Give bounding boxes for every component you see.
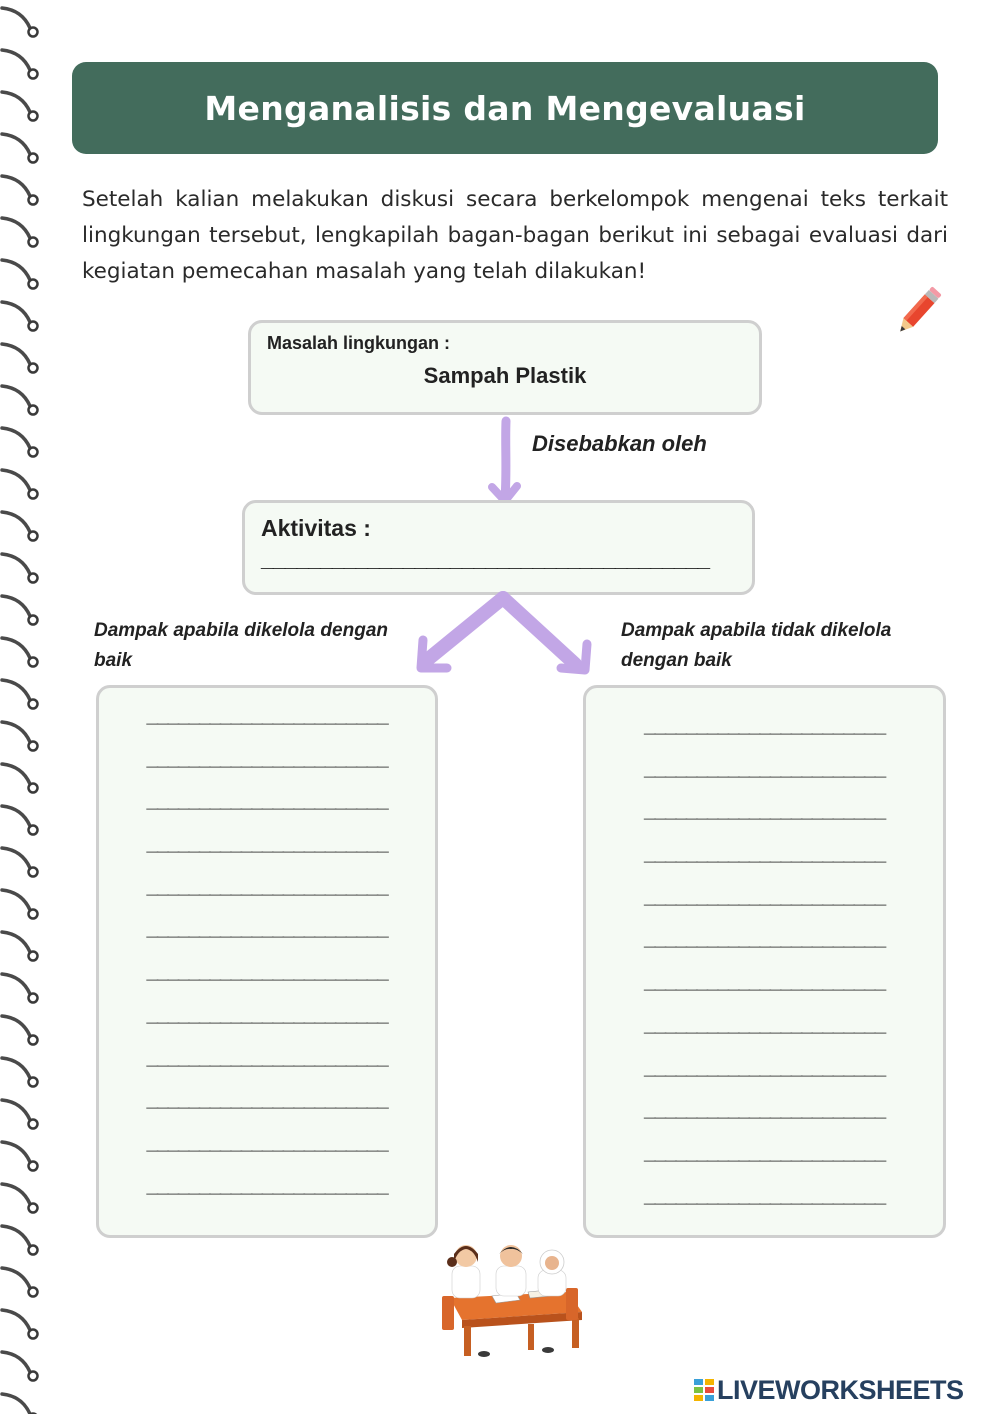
spiral-ring	[2, 1016, 30, 1036]
spiral-hole	[29, 826, 38, 835]
spiral-hole	[29, 448, 38, 457]
spiral-ring	[2, 8, 30, 28]
spiral-hole	[29, 742, 38, 751]
spiral-ring	[2, 932, 30, 952]
answer-line[interactable]: _______________________	[146, 1130, 388, 1154]
spiral-ring	[2, 218, 30, 238]
spiral-ring	[2, 764, 30, 784]
answer-line[interactable]: _______________________	[643, 842, 886, 866]
answer-line[interactable]: _______________________	[146, 1173, 388, 1197]
answer-line[interactable]: _______________________	[643, 970, 886, 994]
spiral-hole	[29, 154, 38, 163]
spiral-ring	[2, 1058, 30, 1078]
instruction-text: Setelah kalian melakukan diskusi secara berkelompok mengenai teks terkait lingkungan tersebut, lengkapilah bagan-bagan berikut ini sebagai evaluasi dari kegiatan pemecahan masalah yang telah dilakukan!	[82, 187, 948, 284]
arrow-down-icon	[480, 415, 530, 507]
problem-box	[248, 320, 762, 415]
spiral-hole	[29, 994, 38, 1003]
spiral-hole	[29, 406, 38, 415]
spiral-hole	[29, 574, 38, 583]
spiral-ring	[2, 848, 30, 868]
spiral-hole	[29, 868, 38, 877]
students-studying-illustration	[436, 1236, 586, 1360]
spiral-ring	[2, 638, 30, 658]
answer-line[interactable]: _______________________	[146, 917, 388, 941]
answer-line[interactable]: _______________________	[146, 1088, 388, 1112]
spiral-hole	[29, 1372, 38, 1381]
spiral-ring	[2, 428, 30, 448]
spiral-hole	[29, 112, 38, 121]
brand-name: LIVEWORKSHEETS	[717, 1374, 964, 1405]
spiral-ring	[2, 1268, 30, 1288]
spiral-hole	[29, 1288, 38, 1297]
impact-unmanaged-box	[583, 685, 946, 1238]
spiral-hole	[29, 1204, 38, 1213]
spiral-ring	[2, 1394, 30, 1414]
spiral-ring	[2, 1100, 30, 1120]
answer-line[interactable]: _______________________	[643, 714, 886, 737]
answer-line[interactable]: _______________________	[643, 756, 886, 780]
spiral-ring	[2, 176, 30, 196]
split-arrow-icon	[405, 588, 605, 680]
spiral-ring	[2, 1310, 30, 1330]
answer-line[interactable]: _______________________	[643, 1140, 886, 1164]
spiral-hole	[29, 70, 38, 79]
spiral-hole	[29, 280, 38, 289]
spiral-ring	[2, 92, 30, 112]
answer-line[interactable]: _______________________	[146, 789, 388, 813]
impact-managed-box	[96, 685, 438, 1238]
pencil-icon	[896, 280, 948, 336]
liveworksheets-logo-icon	[694, 1379, 714, 1401]
spiral-ring	[2, 554, 30, 574]
answer-line[interactable]: _______________________	[146, 960, 388, 984]
spiral-hole	[29, 322, 38, 331]
spiral-hole	[29, 28, 38, 37]
spiral-ring	[2, 1142, 30, 1162]
activity-box	[242, 500, 755, 595]
answer-line[interactable]: _______________________	[643, 927, 886, 951]
spiral-ring	[2, 470, 30, 490]
spiral-hole	[29, 910, 38, 919]
spiral-hole	[29, 238, 38, 247]
answer-line[interactable]: _______________________	[643, 1055, 886, 1079]
answer-line[interactable]: _______________________	[643, 1012, 886, 1036]
spiral-ring	[2, 1226, 30, 1246]
spiral-hole	[29, 490, 38, 499]
spiral-ring	[2, 386, 30, 406]
problem-label: Masalah lingkungan :	[267, 333, 451, 353]
spiral-hole	[29, 1162, 38, 1171]
answer-line[interactable]: _______________________	[643, 1098, 886, 1122]
spiral-ring	[2, 50, 30, 70]
spiral-hole	[29, 784, 38, 793]
spiral-ring	[2, 1352, 30, 1372]
impact-unmanaged-lines	[586, 705, 943, 1217]
answer-line[interactable]: _______________________	[146, 704, 388, 727]
spiral-ring	[2, 680, 30, 700]
connector-label: Disebabkan oleh	[532, 431, 707, 456]
brand-logo	[694, 1374, 964, 1406]
page-title: Menganalisis dan Mengevaluasi	[204, 88, 806, 128]
spiral-hole	[29, 616, 38, 625]
spiral-ring	[2, 344, 30, 364]
answer-line[interactable]: _______________________	[146, 746, 388, 770]
spiral-hole	[29, 952, 38, 961]
spiral-ring	[2, 890, 30, 910]
problem-value: Sampah Plastik	[423, 363, 587, 388]
spiral-ring	[2, 1184, 30, 1204]
answer-line[interactable]: _______________________	[146, 874, 388, 898]
spiral-binding	[0, 0, 48, 1414]
spiral-hole	[29, 532, 38, 541]
spiral-ring	[2, 596, 30, 616]
spiral-ring	[2, 722, 30, 742]
spiral-ring	[2, 134, 30, 154]
answer-line[interactable]: _______________________	[643, 799, 886, 823]
impact-managed-heading: Dampak apabila dikelola dengan baik	[94, 620, 388, 671]
answer-line[interactable]: _______________________	[643, 884, 886, 908]
spiral-ring	[2, 260, 30, 280]
spiral-hole	[29, 364, 38, 373]
answer-line[interactable]: _______________________	[146, 1002, 388, 1026]
answer-line[interactable]: _______________________	[146, 832, 388, 856]
title-banner	[72, 62, 938, 154]
spiral-hole	[29, 1078, 38, 1087]
spiral-hole	[29, 1036, 38, 1045]
activity-label: Aktivitas :	[261, 515, 371, 541]
spiral-ring	[2, 974, 30, 994]
spiral-hole	[29, 700, 38, 709]
spiral-hole	[29, 1330, 38, 1339]
impact-unmanaged-heading: Dampak apabila tidak dikelola dengan baik	[621, 620, 892, 671]
spiral-hole	[29, 1246, 38, 1255]
spiral-ring	[2, 302, 30, 322]
spiral-hole	[29, 1120, 38, 1129]
spiral-hole	[29, 196, 38, 205]
activity-answer-line[interactable]: ______________________________________	[261, 545, 710, 571]
answer-line[interactable]: _______________________	[146, 1045, 388, 1069]
answer-line[interactable]: _______________________	[643, 1183, 886, 1207]
spiral-hole	[29, 658, 38, 667]
impact-managed-lines	[99, 695, 435, 1207]
spiral-ring	[2, 806, 30, 826]
spiral-ring	[2, 512, 30, 532]
